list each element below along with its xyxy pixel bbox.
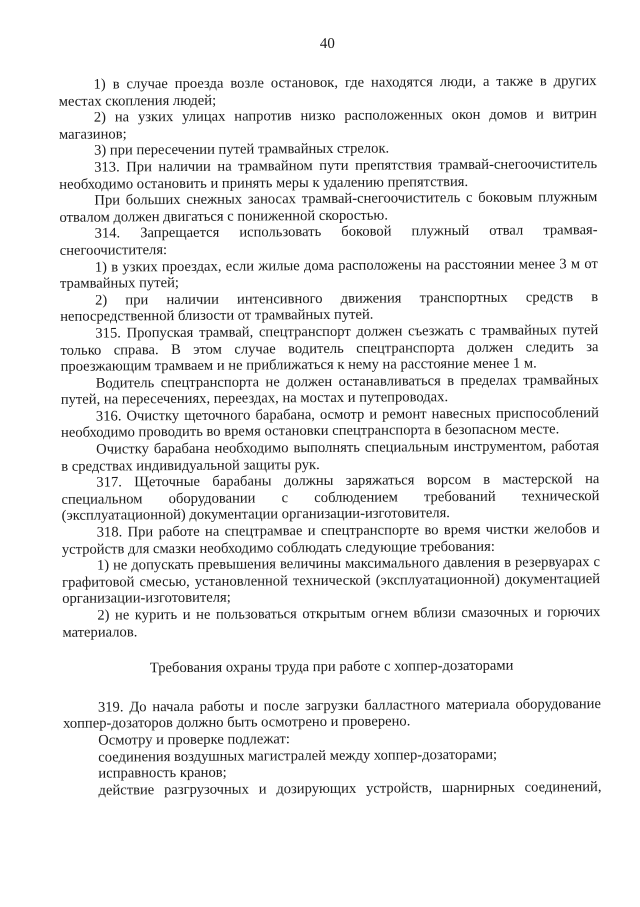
paragraph: 318. При работе на спецтрамвае и спецтранспорте во время чистки желобов и устройств для смазки необходимо соблюдать следующие требования: [61,521,600,558]
paragraph: 316. Очистку щеточного барабана, осмотр и ремонт навесных приспособлений необходимо проводить во время остановки спецтранспорта в безопасном месте. [60,404,599,442]
paragraph: 315. Пропуская трамвай, спецтранспорт должен съезжать с трамвайных путей только справа. В этом случае водитель спецтранспорта должен следить за проезжающим трамваем и не приближаться к нему на расстояние менее 1 м. [60,321,599,375]
paragraph: Осмотру и проверке подлежат: [98,731,290,749]
paragraph: 1) в случае проезда возле остановок, где находятся люди, а также в других местах скопления людей; [58,73,597,110]
paragraph: 3) при пересечении путей трамвайных стрелок. [93,140,390,159]
paragraph: 2) при наличии интенсивного движения транспортных средств в непосредственной близости от трамвайных путей. [60,288,599,326]
paragraph: 319. До начала работы и после загрузки балластного материала оборудование хоппер-дозаторов должно быть осмотрено и проверено. [62,695,601,733]
paragraph: исправность кранов; [98,764,227,782]
section-heading: Требования охраны труда при работе с хоппер-дозаторами [149,657,514,677]
paragraph: 1) в узких проездах, если жилые дома расположены на расстоянии менее 3 м от трамвайных путей; [59,255,598,292]
paragraph: 314. Запрещается использовать боковой плужный отвал трамвая-снегоочистителя: [59,222,598,259]
page-number: 40 [319,35,335,53]
paragraph: При больших снежных заносах трамвай-снегоочиститель с боковым плужным отвалом должен двигаться с пониженной скоростью. [59,189,598,226]
paragraph: действие разгрузочных и дозирующих устройств, шарнирных соединений, [98,778,602,799]
paragraph: 2) не курить и не пользоваться открытым огнем вблизи смазочных и горючих материалов. [62,604,601,641]
paragraph: 317. Щеточные барабаны должны заряжаться ворсом в мастерской на специальном оборудовании с соблюдением требований технической (эксплуатационной) документации организации-изготовителя. [61,471,600,525]
paragraph: 313. При наличии на трамвайном пути препятствия трамвай-снегоочиститель необходимо остановить и принять меры к удалению препятствия. [59,156,598,193]
paragraph: соединения воздушных магистралей между хоппер-дозаторами; [98,746,498,766]
document-body [59,73,602,799]
paragraph: Очистку барабана необходимо выполнять специальным инструментом, работая в средствах индивидуальной защиты рук. [61,438,600,475]
paragraph: 1) не допускать превышения величины максимального давления в резервуарах с графитовой смесью, установленной технической (эксплуатационной) документацией организации-изготовителя; [62,554,601,608]
paragraph: Водитель спецтранспорта не должен останавливаться в пределах трамвайных путей, на пересечениях, переездах, на мостах и путепроводах. [60,371,599,409]
paragraph: 2) на узких улицах напротив низко расположенных окон домов и витрин магазинов; [58,106,597,143]
